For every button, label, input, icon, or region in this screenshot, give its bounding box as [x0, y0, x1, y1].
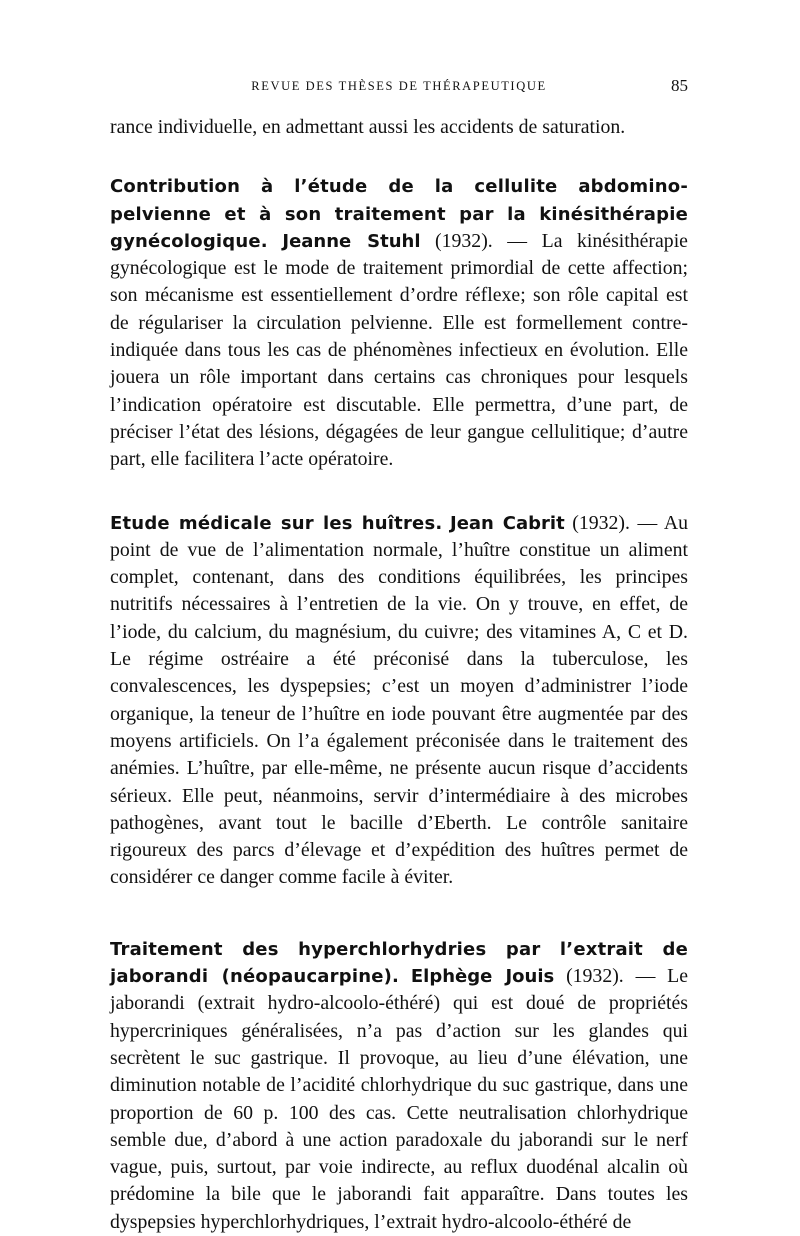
thesis-entry: [110, 510, 688, 892]
thesis-author: Jeanne Stuhl: [282, 230, 421, 252]
page-body: [110, 114, 688, 1236]
thesis-title: Traitement des hyperchlorhydries par l’extrait de jaborandi (néopaucarpine).: [110, 938, 688, 988]
thesis-summary: — Au point de vue de l’alimentation normale, l’huître constitue un aliment complet, contenant, dans des conditions équilibrées, les principes nutritifs nécessaires à l’entretien de la vie. On y trouve, en effet, de l’iode, du calcium, du magnésium, du cuivre; des vitamines A, C et D. Le régime ostréaire a été préconisé dans la tuberculose, les convalescences, les dyspepsies; c’est un moyen d’administrer l’iode organique, la teneur de l’huître en iode pouvant être augmentée par des moyens artificiels. On l’a également préconisée dans le traitement des anémies. L’huître, par elle-même, ne présente aucun risque d’accidents sérieux. Elle peut, néanmoins, servir d’intermédiaire à des microbes pathogènes, avant tout le bacille d’Eberth. Le contrôle sanitaire rigoureux des parcs d’élevage et d’expédition des huîtres permet de considérer ce danger comme facile à éviter.: [110, 511, 688, 889]
thesis-entry: [110, 936, 688, 1236]
thesis-year: (1932).: [435, 229, 493, 252]
thesis-title: Etude médicale sur les huîtres.: [110, 512, 443, 534]
thesis-author: Jean Cabrit: [450, 512, 565, 534]
thesis-year: (1932).: [572, 511, 630, 534]
thesis-summary: — Le jaborandi (extrait hydro-alcoolo-éthéré) qui est doué de propriétés hypercriniques généralisées, n’a pas d’action sur les glandes qui secrètent le suc gastrique. Il provoque, au lieu d’une élévation, une diminution notable de l’acidité chlorhydrique du suc gastrique, dans une proportion de 60 p. 100 des cas. Cette neutralisation chlorhydrique semble due, d’abord à une action paradoxale du jaborandi sur le nerf vague, puis, surtout, par voie indirecte, au reflux duodénal alcalin où prédomine la bile que le jaborandi fait apparaître. Dans toutes les dyspepsies hyperchlorhydriques, l’extrait hydro-alcoolo-éthéré de: [110, 965, 689, 1233]
continuation-paragraph: rance individuelle, en admettant aussi les accidents de saturation.: [110, 116, 626, 138]
thesis-year: (1932).: [566, 965, 624, 988]
thesis-title: Contribution à l’étude de la cellulite abdomino-pelvienne et à son traitement par la kinésithérapie gynécologique.: [110, 176, 688, 252]
thesis-author: Elphège Jouis: [410, 966, 555, 988]
thesis-summary: — La kinésithérapie gynécologique est le mode de traitement primordial de cette affection; son mécanisme est essentiellement d’ordre réflexe; son rôle capital est de régulariser la circulation pelvienne. Elle est formellement contre-indiquée dans tous les cas de phénomènes infectieux en évolution. Elle jouera un rôle important dans certains cas chroniques pour lesquels l’indication opératoire est discutable. Elle permettra, d’une part, de préciser l’état des lésions, dégagées de leur gangue cellulitique; d’autre part, elle facilitera l’acte opératoire.: [110, 229, 688, 471]
page-header: [110, 76, 688, 98]
thesis-entry: [110, 173, 688, 473]
running-title: REVUE DES THÈSES DE THÉRAPEUTIQUE: [251, 79, 547, 93]
page-number: 85: [671, 76, 688, 95]
